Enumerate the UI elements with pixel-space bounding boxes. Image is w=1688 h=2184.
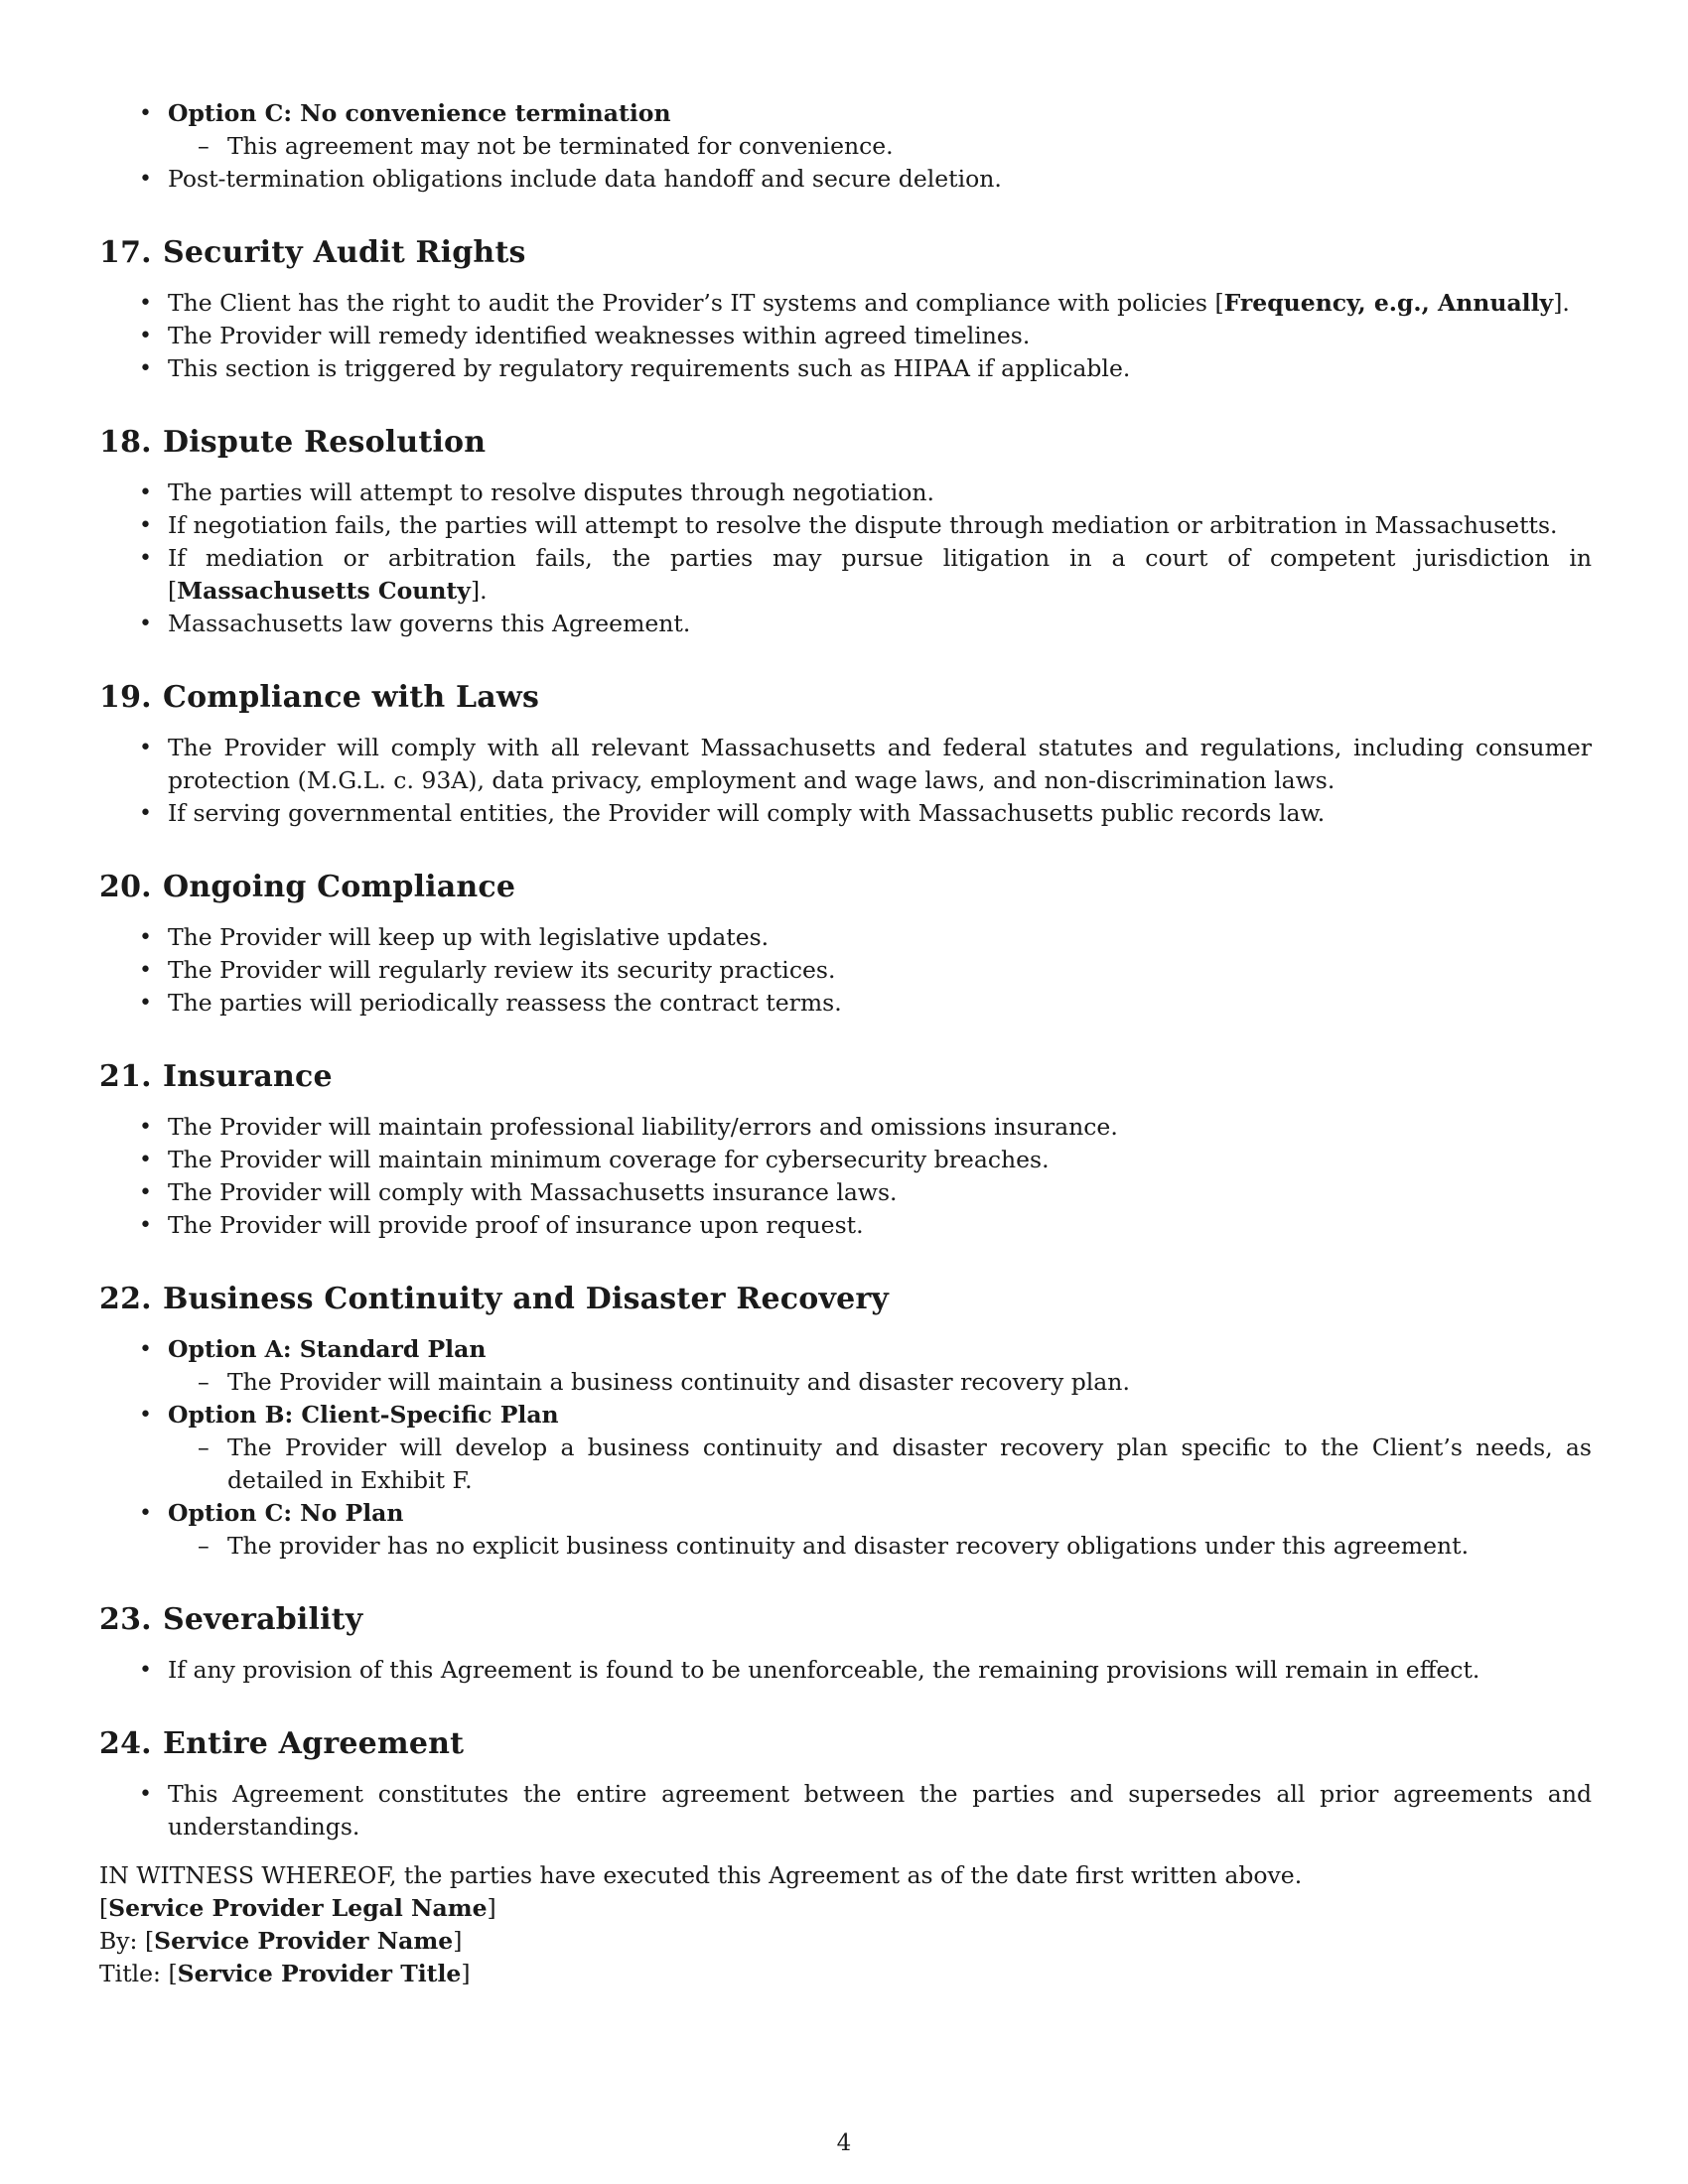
option-title: Option B: Client-Specific Plan [168,1401,559,1429]
sub-list-item: – The provider has no explicit business continuity and disaster recovery obligations under this agreement. [168,1530,1592,1563]
section-heading: 17. Security Audit Rights [99,235,526,270]
section-20 [99,870,1592,1020]
section-22 [99,1282,1592,1563]
list-item: • The parties will periodically reassess the contract terms. [99,987,1592,1020]
list-item: • If serving governmental entities, the Provider will comply with Massachusetts public records law. [99,797,1592,830]
section-heading: 23. Severability [99,1602,363,1637]
list-item: • The Provider will regularly review its security practices. [99,954,1592,987]
section-list [99,732,1592,830]
list-item: • Massachusetts law governs this Agreement. [99,608,1592,640]
list-item: • Post-termination obligations include data handoff and secure deletion. [99,163,1592,196]
page-number: 4 [836,2130,852,2156]
list-item: • If mediation or arbitration fails, the parties may pursue litigation in a court of competent jurisdiction in [Massachusetts County]. [99,542,1592,608]
list-item: • The parties will attempt to resolve disputes through negotiation. [99,477,1592,509]
list-item: • If negotiation fails, the parties will attempt to resolve the dispute through mediation or arbitration in Massachusetts. [99,509,1592,542]
sub-list [168,1530,1592,1563]
section-heading: 22. Business Continuity and Disaster Recovery [99,1282,890,1316]
section-heading: 21. Insurance [99,1059,333,1094]
list-item: • The Provider will remedy identified weaknesses within agreed timelines. [99,320,1592,352]
list-item: • The Client has the right to audit the Provider’s IT systems and compliance with policies [Frequency, e.g., Annually]. [99,287,1592,320]
list-item [99,1399,1592,1497]
section-list [99,1654,1592,1687]
list-item: • This Agreement constitutes the entire agreement between the parties and supersedes all prior agreements and understandings. [99,1778,1592,1843]
section-23 [99,1602,1592,1687]
section-18 [99,425,1592,640]
section-heading: 24. Entire Agreement [99,1726,465,1761]
section-17 [99,235,1592,385]
sub-list [168,1366,1592,1399]
signature-title-line: Title: [Service Provider Title] [99,1960,471,1987]
section-list [99,1333,1592,1563]
section-24 [99,1726,1592,1843]
section-list [99,1778,1592,1843]
list-item: • This section is triggered by regulatory requirements such as HIPAA if applicable. [99,352,1592,385]
sub-list-item: – The Provider will develop a business continuity and disaster recovery plan specific to the Client’s needs, as detailed in Exhibit F. [168,1432,1592,1497]
signature-by-line: By: [Service Provider Name] [99,1927,463,1955]
section-list [99,1111,1592,1242]
section-heading: 18. Dispute Resolution [99,425,487,460]
sub-list [168,1432,1592,1497]
list-item [99,1333,1592,1399]
section-list [99,287,1592,385]
list-item [99,97,1592,163]
section-19 [99,680,1592,830]
termination-options-continued [99,97,1592,196]
option-title: Option C: No Plan [168,1499,404,1527]
list-item: • The Provider will provide proof of insurance upon request. [99,1209,1592,1242]
section-21 [99,1059,1592,1242]
section-heading: 19. Compliance with Laws [99,680,540,715]
list-item: • The Provider will keep up with legislative updates. [99,921,1592,954]
list-item: • If any provision of this Agreement is found to be unenforceable, the remaining provisions will remain in effect. [99,1654,1592,1687]
section-list [99,477,1592,640]
list-item: • The Provider will comply with Massachusetts insurance laws. [99,1176,1592,1209]
sub-list-item: – The Provider will maintain a business continuity and disaster recovery plan. [168,1366,1592,1399]
witness-statement: IN WITNESS WHEREOF, the parties have executed this Agreement as of the date first written above. [99,1861,1303,1889]
signature-legal-name: [Service Provider Legal Name] [99,1894,496,1922]
sub-list-item: – This agreement may not be terminated for convenience. [168,130,1592,163]
sub-list [168,130,1592,163]
section-heading: 20. Ongoing Compliance [99,870,516,904]
document-page [99,97,1592,1990]
option-title: Option C: No convenience termination [168,99,671,127]
section-list [99,921,1592,1020]
list-item: • The Provider will maintain minimum coverage for cybersecurity breaches. [99,1144,1592,1176]
option-title: Option A: Standard Plan [168,1335,487,1363]
list-item: • The Provider will maintain professional liability/errors and omissions insurance. [99,1111,1592,1144]
list-item: • The Provider will comply with all relevant Massachusetts and federal statutes and regulations, including consumer protection (M.G.L. c. 93A), data privacy, employment and wage laws, and non-discrimination laws. [99,732,1592,797]
list-item [99,1497,1592,1563]
